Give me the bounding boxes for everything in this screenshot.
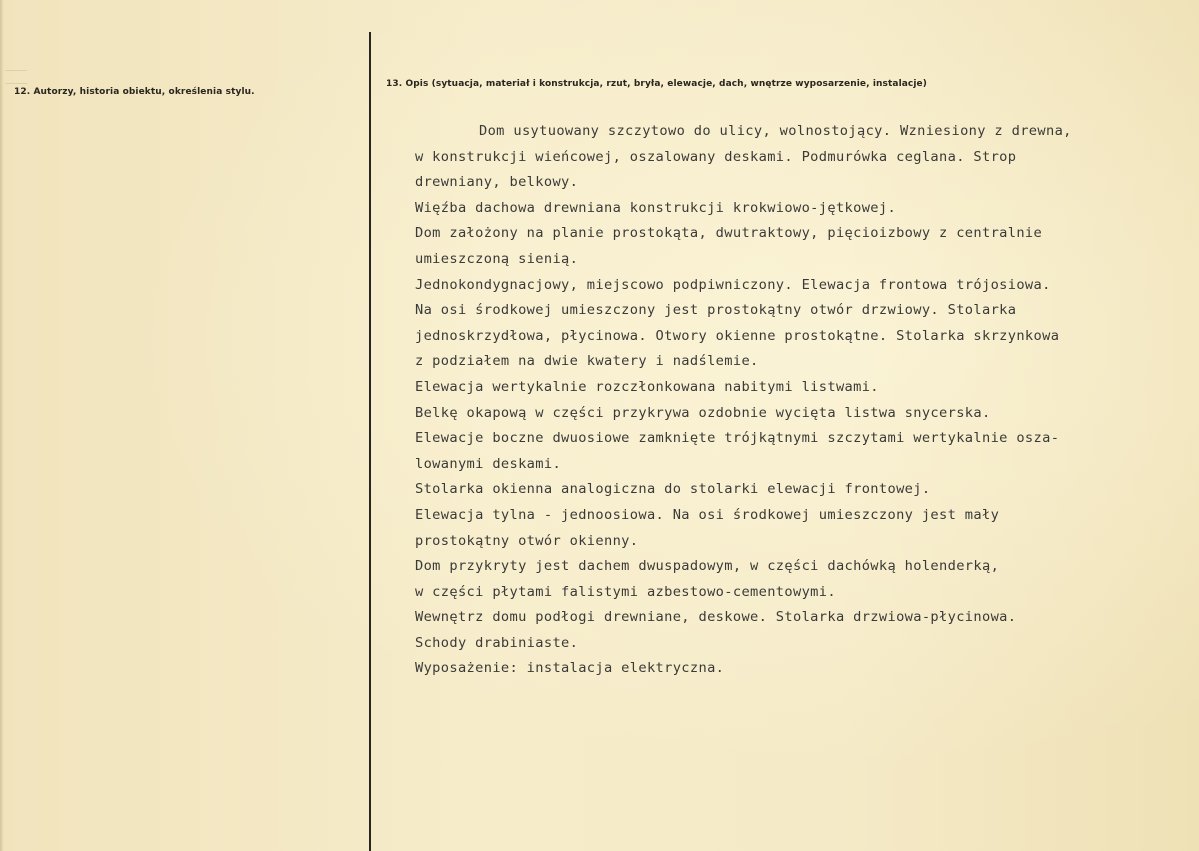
description-line: Schody drabiniaste. bbox=[415, 634, 579, 651]
description-line: prostokątny otwór okienny. bbox=[415, 532, 639, 549]
description-line: drewniany, belkowy. bbox=[415, 174, 579, 191]
description-line: umieszczoną sienią. bbox=[415, 250, 579, 267]
section-12-heading: 12. Autorzy, historia obiektu, określenia stylu. bbox=[14, 87, 255, 97]
description-line: w konstrukcji wieńcowej, oszalowany deskami. Podmurówka ceglana. Strop bbox=[415, 148, 1017, 165]
description-line: Wewnętrz domu podłogi drewniane, deskowe. Stolarka drzwiowa-płycinowa. bbox=[415, 609, 1017, 626]
description-line: Belkę okapową w części przykrywa ozdobnie wycięta listwa snycerska. bbox=[415, 404, 991, 421]
description-line: jednoskrzydłowa, płycinowa. Otwory okienne prostokątne. Stolarka skrzynkowa bbox=[415, 327, 1060, 344]
description-line: Elewacja tylna - jednoosiowa. Na osi środkowej umieszczony jest mały bbox=[415, 506, 1000, 523]
description-line: Elewacje boczne dwuosiowe zamknięte trójkątnymi szczytami wertykalnie osza- bbox=[415, 430, 1060, 447]
description-line: Więźba dachowa drewniana konstrukcji krokwiowo-jętkowej. bbox=[415, 199, 897, 216]
description-line: Dom przykryty jest dachem dwuspadowym, w części dachówką holenderką, bbox=[415, 558, 1000, 575]
column-divider bbox=[369, 32, 371, 851]
description-line: Dom założony na planie prostokąta, dwutraktowy, pięcioizbowy z centralnie bbox=[415, 225, 1043, 242]
description-line: Na osi środkowej umieszczony jest prostokątny otwór drzwiowy. Stolarka bbox=[415, 302, 1017, 319]
description-line: Wyposażenie: instalacja elektryczna. bbox=[415, 660, 725, 677]
description-text-block bbox=[415, 119, 1185, 682]
description-line: lowanymi deskami. bbox=[415, 455, 562, 472]
description-line: Elewacja wertykalnie rozczłonkowana nabitymi listwami. bbox=[415, 378, 879, 395]
page-edge-shadow bbox=[0, 0, 4, 851]
description-line: Dom usytuowany szczytowo do ulicy, wolnostojący. Wzniesiony z drewna, bbox=[479, 123, 1072, 139]
description-line: Jednokondygnacjowy, miejscowo podpiwniczony. Elewacja frontowa trójosiowa. bbox=[415, 276, 1051, 293]
description-line: w części płytami falistymi azbestowo-cementowymi. bbox=[415, 583, 836, 600]
section-13-heading: 13. Opis (sytuacja, materiał i konstrukcja, rzut, bryła, elewacje, dach, wnętrze wyposarzenie, instalacje) bbox=[386, 79, 927, 89]
faint-stamp-mark bbox=[5, 70, 27, 84]
description-line: z podziałem na dwie kwatery i nadślemie. bbox=[415, 353, 759, 370]
description-line: Stolarka okienna analogiczna do stolarki elewacji frontowej. bbox=[415, 481, 931, 498]
